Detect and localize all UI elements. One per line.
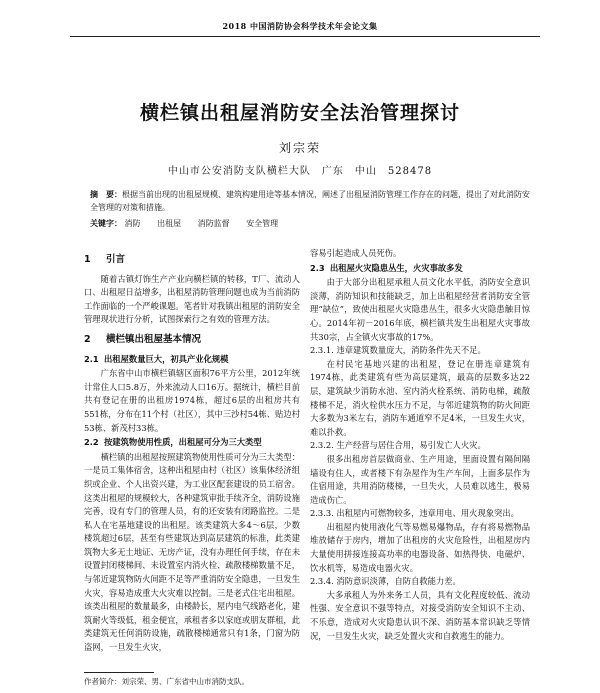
subsubsection-number: 2.3.3. — [310, 508, 334, 519]
paragraph: 很多出租房首层做商业、生产用途，里面设置有隔间隔墙设有住人，或者楼下有杂屋作为生产车间，上面多层作为住宿用途，共用消防楼梯，一旦失火，人员难以逃生，极易造成伤亡。 — [310, 453, 530, 505]
footnote: 作者简介：刘宗荣、男、广东省中山市消防支队。 — [84, 677, 249, 686]
abstract-text: 根据当前出现的出租屋规模、建筑构建用途等基本情况，阐述了出租屋消防管理工作存在的问题，提出了对此消防安全管理的对策和措施。 — [90, 190, 530, 212]
keywords — [90, 218, 530, 229]
subsubsection-title: 消防意识淡薄，自防自救能力差。 — [336, 576, 461, 587]
subsection-number: 2.3 — [310, 262, 325, 273]
paragraph: 由于大部分出租屋承租人员文化水平低，消防安全意识淡薄，消防知识和技能缺乏，加上出租屋经营者消防安全管理“缺位”，致使出租屋火灾隐患丛生，很多火灾隐患触目惊心。2014年初－2016年底，横栏镇共发生出租屋火灾事故共30宗，占全镇火灾事故的17%。 — [310, 277, 530, 342]
subsection-heading — [310, 262, 530, 276]
paragraph: 横栏镇的出租屋按照建筑物使用性质可分为三大类型：一是员工集体宿舍，这种出租屋由村（社区）该集体经济组织或企业、个人出资兴建，为工业区配套建设的员工宿舍。这类出租屋的规模较大，各种建筑审批手续齐全，消防设施完善，设有专门的管理人员，有的还安装有闭路监控。二是私人在宅基地建设的出租屋。该类建筑大多4～6层，少数楼筑超过6层，甚至有些建筑达到高层建筑的标准，此类建筑物大多无土地证、无房产证，没有办理任何手续，存在未设置封闭楼梯间、未设置室内消火栓、疏散楼梯数量不足，与邻近建筑物防火间距不足等严重消防安全隐患，一旦发生火灾，容易造成重大火灾难以控制。三是老式住宅出租屋。该类出租屋的数量最多，由楼龄长，屋内电气线路老化，建筑耐火等级低，租金便宜，承租者多以家庭或朋友群租，此类建筑无任何消防设施，疏散楼梯通常只有1条，门窗为防盗网，一旦发生火灾， — [84, 451, 300, 653]
header-rule — [70, 36, 540, 37]
paper-title: 横栏镇出租屋消防安全法治管理探讨 — [139, 102, 460, 124]
subsection-title: 出租屋火灾隐患丛生，火灾事故多发 — [330, 262, 463, 273]
keyword: 安全管理 — [246, 219, 279, 228]
keyword: 出租屋 — [157, 219, 182, 228]
subsubsection-title: 出租屋内可燃物较多，违章用电、用火现象突出。 — [336, 508, 519, 519]
running-head: 2018 中国消防协会科学技术年会论文集 — [222, 21, 378, 31]
subsubsection-heading — [310, 439, 530, 453]
author-name: 刘宗荣 — [278, 141, 321, 155]
section-number: 2 — [84, 333, 91, 345]
section-title: 引言 — [106, 254, 126, 265]
subsubsection-number: 2.3.4. — [310, 576, 334, 587]
subsection-number: 2.2 — [84, 437, 99, 448]
abstract — [90, 188, 530, 214]
keyword: 消防 — [124, 219, 141, 228]
paragraph: 在村民宅基地兴建的出租屋，登记在册连章建筑有1974栋，此类建筑有些为高层建筑，最高的层数多达22层，建筑缺少消防水池、室内消火栓系统、消防电梯，疏散楼梯不足，消火栓供水压力不足，与邻近建筑物的防火间距大多数为3米左右，消防车通道窄不足4米，一旦发生火灾，难以扑救。 — [310, 358, 530, 437]
section-heading — [84, 253, 300, 267]
subsection-heading — [84, 353, 300, 367]
right-column — [310, 247, 530, 643]
subsubsection-title: 违章建筑数量庞大，消防条件先天不足。 — [336, 345, 486, 356]
paragraph: 出租屋内使用液化气等易燃易爆物品，存有将易燃物品堆放储存于房内，增加了出租房的火灾危险性，出租屋房内大量使用拼接连接高功率的电器设备、如热得快、电磁炉、饮水机等，易造成电器火灾。 — [310, 521, 530, 573]
subsection-heading — [84, 436, 300, 450]
subsubsection-heading — [310, 575, 530, 589]
paragraph: 大多承租人为外来务工人员，具有文化程度较低、流动性强、安全意识不强等特点，对接受消防安全知识不主动、不乐意，造成对火灾隐患认识不深、消防基本常识缺乏等情况，一旦发生火灾，缺乏处置火灾和自救逃生的能力。 — [310, 589, 530, 641]
subsubsection-heading — [310, 507, 530, 521]
paragraph: 广东省中山市横栏镇辖区面积76平方公里，2012年统计常住人口5.8万，外来流动人口16万。据统计，横栏目前共有登记在册的出租房1974栋，超过6层的出租房共有551栋，分布在11个村（社区），其中三沙村54栋、贴边村53栋、新茂村33栋。 — [84, 368, 300, 433]
subsubsection-title: 生产经营与居住合用，易引发亡人火灾。 — [336, 440, 486, 451]
subsubsection-number: 2.3.2. — [310, 440, 334, 451]
section-number: 1 — [84, 254, 91, 265]
subsection-number: 2.1 — [84, 353, 99, 364]
subsection-title: 出租屋数量巨大，初具产业化规模 — [104, 353, 229, 364]
paragraph: 随着古镇灯饰生产产业向横栏镇的转移，T厂、流动人口、出租屋日益增多，出租屋消防管理问题也成为当前消防工作面临的一个严峻课题。笔者针对我镇出租屋的消防安全管理现状进行分析，试图探索行之有效的管理方法。 — [84, 273, 300, 325]
keyword: 消防监督 — [197, 219, 230, 228]
left-column — [84, 247, 300, 655]
subsubsection-heading — [310, 344, 530, 358]
subsection-title: 按建筑物使用性质，出租屋可分为三大类型 — [104, 437, 262, 448]
section-heading — [84, 333, 300, 347]
subsubsection-number: 2.3.1. — [310, 345, 334, 356]
paragraph: 容易引起造成人员死伤。 — [310, 248, 402, 258]
keywords-label: 关键字： — [90, 219, 122, 228]
footnote-rule — [84, 672, 154, 673]
abstract-label: 摘 要： — [90, 190, 122, 199]
author-affiliation: 中山市公安消防支队横栏大队 广东 中山 528478 — [167, 166, 433, 177]
section-title: 横栏镇出租屋基本情况 — [106, 333, 202, 345]
